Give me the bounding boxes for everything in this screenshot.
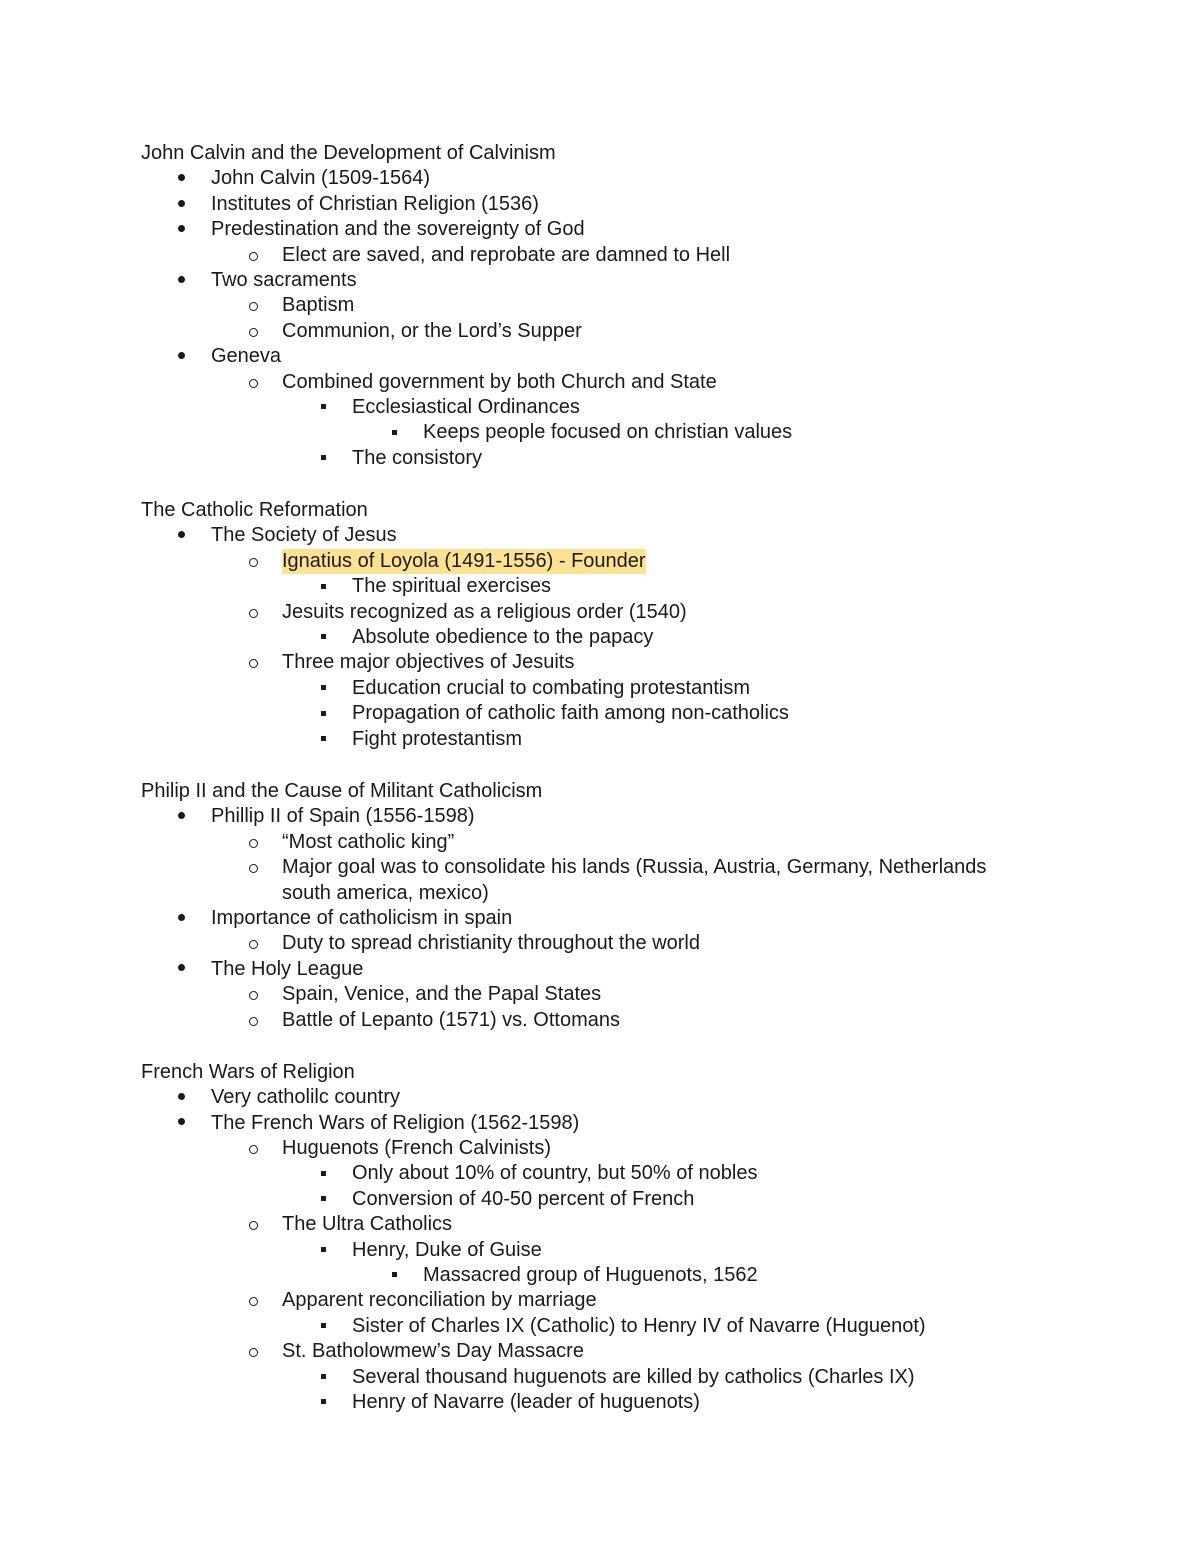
bullet-square-icon — [313, 1238, 333, 1263]
section-heading — [0, 1060, 1200, 1085]
list-item — [0, 446, 1200, 471]
blank-line — [0, 752, 1200, 779]
list-item — [0, 549, 1200, 574]
list-item — [0, 319, 1200, 344]
list-item-text: Elect are saved, and reprobate are damned to Hell — [282, 243, 731, 266]
list-item — [0, 676, 1200, 701]
list-item — [0, 192, 1200, 217]
list-item-text: Massacred group of Huguenots, 1562 — [423, 1264, 758, 1287]
list-item — [0, 1085, 1200, 1110]
list-item — [0, 1111, 1200, 1136]
list-item-continuation — [0, 881, 1200, 906]
section-title: John Calvin and the Development of Calvinism — [141, 142, 556, 164]
list-item-text: Three major objectives of Jesuits — [282, 651, 575, 674]
list-item-text: The Society of Jesus — [211, 524, 397, 547]
list-item — [0, 1008, 1200, 1033]
list-item-text: The consistory — [352, 446, 483, 469]
list-item-text: Sister of Charles IX (Catholic) to Henry IV of Navarre (Huguenot) — [352, 1314, 926, 1337]
list-item-text: Ecclesiastical Ordinances — [352, 395, 580, 418]
list-item-text: Education crucial to combating protestantism — [352, 676, 750, 699]
bullet-square-icon — [313, 727, 333, 752]
list-item-text: Spain, Venice, and the Papal States — [282, 983, 602, 1006]
bullet-circle-icon — [243, 931, 263, 956]
section-title: Philip II and the Cause of Militant Catholicism — [141, 779, 543, 802]
list-item-text: “Most catholic king” — [282, 830, 455, 853]
section-heading — [0, 141, 1200, 166]
list-item — [0, 1365, 1200, 1390]
bullet-square-icon — [313, 676, 333, 701]
list-item — [0, 957, 1200, 982]
list-item — [0, 1238, 1200, 1263]
highlighted-item-text: Ignatius of Loyola (1491-1556) - Founder — [282, 549, 646, 574]
bullet-circle-icon — [243, 1136, 263, 1161]
list-item-text: Predestination and the sovereignty of God — [211, 218, 585, 241]
list-item-text: Several thousand huguenots are killed by catholics (Charles IX) — [352, 1365, 915, 1388]
list-item-text: Absolute obedience to the papacy — [352, 626, 654, 649]
list-item — [0, 523, 1200, 548]
bullet-circle-icon — [243, 1008, 263, 1033]
bullet-dot-icon — [171, 804, 191, 829]
bullet-square-icon — [313, 446, 333, 471]
blank-line — [0, 1033, 1200, 1060]
list-item — [0, 1339, 1200, 1364]
list-item-text: John Calvin (1509-1564) — [211, 167, 431, 190]
list-item — [0, 804, 1200, 829]
list-item — [0, 243, 1200, 268]
bullet-circle-icon — [243, 243, 263, 268]
bullet-circle-icon — [243, 549, 263, 574]
bullet-circle-icon — [243, 982, 263, 1007]
bullet-square-icon — [313, 1390, 333, 1415]
bullet-dot-icon — [171, 957, 191, 982]
list-item — [0, 370, 1200, 395]
list-item — [0, 420, 1200, 445]
bullet-circle-icon — [243, 319, 263, 344]
list-item-text: Huguenots (French Calvinists) — [282, 1137, 551, 1160]
list-item-text: St. Batholowmew’s Day Massacre — [282, 1340, 584, 1363]
bullet-square-icon — [313, 1365, 333, 1390]
bullet-circle-icon — [243, 600, 263, 625]
bullet-square-icon — [313, 1187, 333, 1212]
bullet-dot-icon — [171, 344, 191, 369]
list-item — [0, 293, 1200, 318]
bullet-dot-icon — [171, 268, 191, 293]
list-item — [0, 574, 1200, 599]
list-item — [0, 650, 1200, 675]
list-item-text: Phillip II of Spain (1556-1598) — [211, 805, 475, 828]
list-item — [0, 1263, 1200, 1288]
list-item-text: Apparent reconciliation by marriage — [282, 1289, 597, 1312]
list-item-text: Keeps people focused on christian values — [423, 421, 793, 444]
list-item — [0, 1187, 1200, 1212]
list-item-text: Institutes of Christian Religion (1536) — [211, 192, 539, 215]
list-item-text: Jesuits recognized as a religious order (1540) — [282, 600, 687, 623]
bullet-dot-icon — [171, 217, 191, 242]
list-item-text: The spiritual exercises — [352, 575, 551, 598]
list-item-text: Combined government by both Church and State — [282, 370, 717, 393]
bullet-circle-icon — [243, 855, 263, 880]
list-item-text: Propagation of catholic faith among non-catholics — [352, 702, 789, 725]
bullet-circle-icon — [243, 1288, 263, 1313]
bullet-square-icon — [384, 1263, 404, 1288]
bullet-square-icon — [313, 574, 333, 599]
bullet-square-icon — [313, 625, 333, 650]
bullet-circle-icon — [243, 293, 263, 318]
list-item — [0, 1212, 1200, 1237]
bullet-circle-icon — [243, 830, 263, 855]
list-item — [0, 701, 1200, 726]
list-item-text: The Ultra Catholics — [282, 1213, 453, 1236]
bullet-dot-icon — [171, 906, 191, 931]
list-item-text: Duty to spread christianity throughout the world — [282, 932, 700, 955]
section-title: French Wars of Religion — [141, 1060, 355, 1083]
blank-line — [0, 471, 1200, 498]
bullet-dot-icon — [171, 192, 191, 217]
section-heading — [0, 779, 1200, 804]
list-item — [0, 727, 1200, 752]
document-body — [0, 141, 1200, 1415]
list-item-text: Major goal was to consolidate his lands (Russia, Austria, Germany, Netherlands — [282, 856, 987, 879]
list-item — [0, 268, 1200, 293]
list-item — [0, 625, 1200, 650]
list-item — [0, 1390, 1200, 1415]
bullet-circle-icon — [243, 370, 263, 395]
section-title: The Catholic Reformation — [141, 499, 368, 522]
list-item-text: Two sacraments — [211, 268, 357, 291]
list-item — [0, 1136, 1200, 1161]
list-item-text: Conversion of 40-50 percent of French — [352, 1187, 695, 1210]
bullet-dot-icon — [171, 1111, 191, 1136]
list-item — [0, 855, 1200, 880]
list-item — [0, 344, 1200, 369]
section-heading — [0, 498, 1200, 523]
list-item — [0, 217, 1200, 242]
list-item — [0, 395, 1200, 420]
bullet-circle-icon — [243, 1339, 263, 1364]
list-item — [0, 600, 1200, 625]
bullet-dot-icon — [171, 166, 191, 191]
list-item — [0, 982, 1200, 1007]
list-item-text: Geneva — [211, 345, 282, 368]
list-item — [0, 1314, 1200, 1339]
bullet-square-icon — [384, 420, 404, 445]
list-item-text: south america, mexico) — [282, 881, 489, 904]
list-item-text: Fight protestantism — [352, 727, 523, 750]
bullet-dot-icon — [171, 1085, 191, 1110]
list-item-text: Baptism — [282, 294, 355, 317]
list-item-text: Only about 10% of country, but 50% of nobles — [352, 1162, 758, 1185]
list-item-text: Communion, or the Lord’s Supper — [282, 319, 582, 342]
list-item-text: Very catholilc country — [211, 1086, 400, 1109]
list-item — [0, 1288, 1200, 1313]
list-item — [0, 1161, 1200, 1186]
bullet-dot-icon — [171, 523, 191, 548]
list-item — [0, 906, 1200, 931]
list-item-text: Henry of Navarre (leader of huguenots) — [352, 1390, 700, 1413]
list-item-text: Battle of Lepanto (1571) vs. Ottomans — [282, 1008, 620, 1031]
list-item — [0, 166, 1200, 191]
bullet-square-icon — [313, 1161, 333, 1186]
list-item-text: Importance of catholicism in spain — [211, 906, 513, 929]
list-item-text: The French Wars of Religion (1562-1598) — [211, 1111, 580, 1134]
bullet-square-icon — [313, 395, 333, 420]
bullet-square-icon — [313, 701, 333, 726]
bullet-square-icon — [313, 1314, 333, 1339]
bullet-circle-icon — [243, 1212, 263, 1237]
bullet-circle-icon — [243, 650, 263, 675]
list-item-text: Henry, Duke of Guise — [352, 1238, 542, 1261]
list-item — [0, 830, 1200, 855]
list-item — [0, 931, 1200, 956]
list-item-text: The Holy League — [211, 957, 364, 980]
